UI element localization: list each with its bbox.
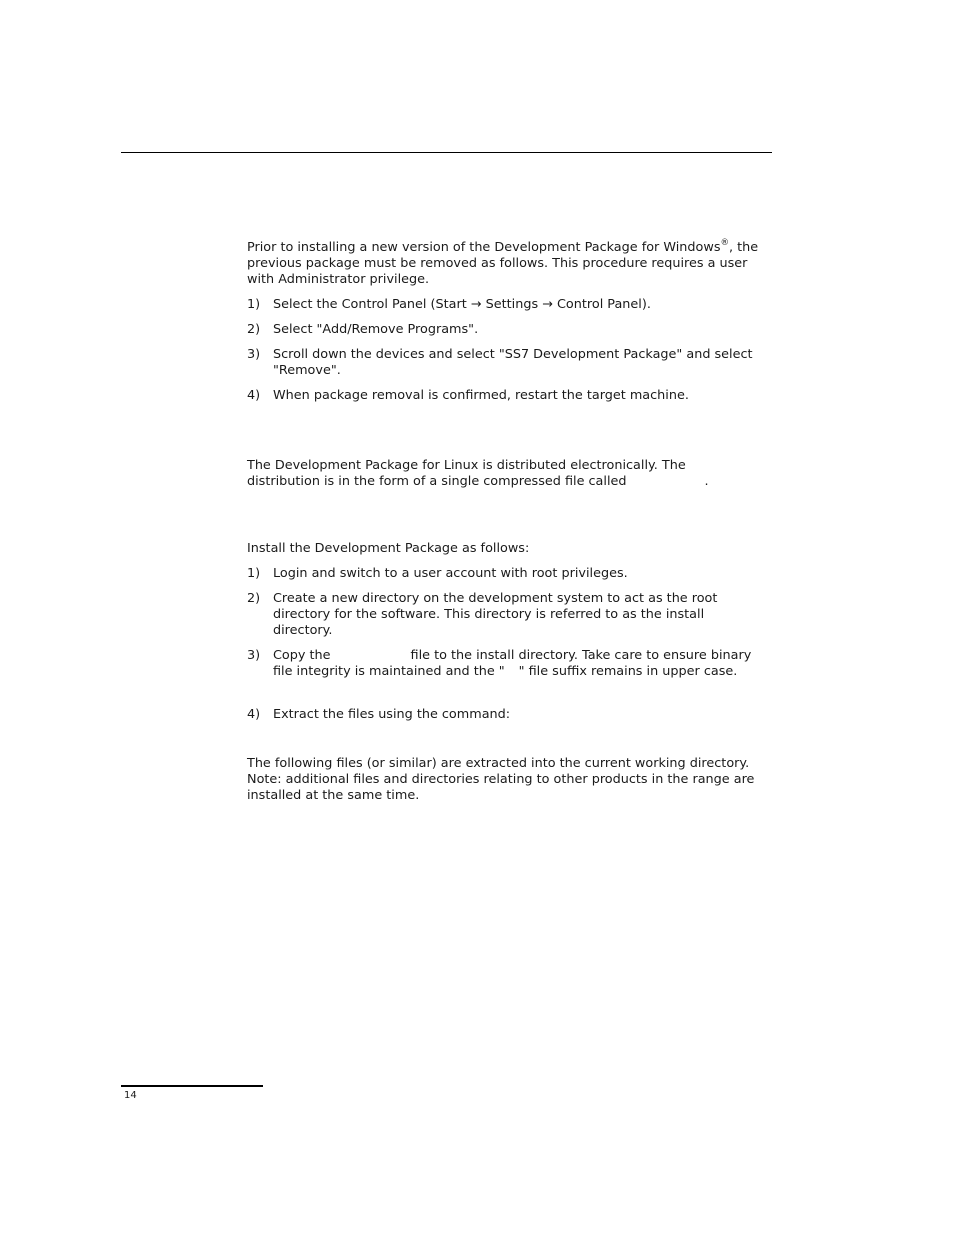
step-text-part: Copy the [273, 648, 331, 663]
step-text: Create a new directory on the development system to act as the root directory for the software. This directory is referred to as the install directory. [273, 591, 718, 638]
step-text: Select the Control Panel (Start → Settings → Control Panel). [273, 297, 651, 312]
step-number: 1) [247, 297, 261, 312]
header-rule [121, 152, 772, 153]
step-text-part: " file suffix remains in upper case. [518, 664, 738, 679]
step-number: 2) [247, 322, 261, 337]
step-number: 2) [247, 591, 261, 606]
linux-step-1 [247, 566, 767, 582]
linux-step-2 [247, 591, 747, 639]
page-number: 14 [124, 1090, 137, 1101]
linux-distribution-text: The Development Package for Linux is distributed electronically. The distribution is in the form of a single compressed file called [247, 458, 686, 489]
windows-step-1 [247, 297, 767, 313]
step-text: Scroll down the devices and select "SS7 Development Package" and select "Remove". [273, 347, 753, 378]
windows-intro-comma: , [729, 240, 734, 255]
extracted-files-paragraph [247, 756, 757, 804]
step-number: 3) [247, 648, 261, 663]
install-intro-text: Install the Development Package as follows: [247, 541, 530, 556]
windows-intro-text: Prior to installing a new version of the Development Package for Windows [247, 240, 721, 255]
windows-intro-paragraph [247, 240, 767, 288]
step-number: 4) [247, 707, 261, 722]
linux-distribution-paragraph [247, 458, 727, 490]
step-text: Extract the files using the command: [273, 707, 511, 722]
windows-step-3 [247, 347, 767, 379]
step-text-part: file to the install directory. Take care to ensure binary file integrity is maintained and the " [273, 648, 752, 679]
linux-step-3 [247, 648, 767, 680]
registered-mark: ® [720, 238, 729, 248]
step-text: Select "Add/Remove Programs". [273, 322, 479, 337]
step-text: When package removal is confirmed, restart the target machine. [273, 388, 689, 403]
windows-intro-rest: the previous package must be removed as follows. This procedure requires a user with Administrator privilege. [247, 240, 759, 287]
windows-step-4 [247, 388, 767, 404]
extracted-files-text: The following files (or similar) are extracted into the current working directory. Note: additional files and directories relating to other products in the range are installed at the same time. [247, 756, 755, 803]
windows-step-2 [247, 322, 767, 338]
linux-distribution-period: . [704, 474, 709, 489]
install-intro-paragraph [247, 541, 767, 557]
step-text [273, 648, 767, 680]
step-number: 3) [247, 347, 261, 362]
footer-rule [121, 1085, 263, 1087]
linux-step-4 [247, 707, 767, 723]
step-number: 4) [247, 388, 261, 403]
step-text: Login and switch to a user account with root privileges. [273, 566, 628, 581]
step-number: 1) [247, 566, 261, 581]
